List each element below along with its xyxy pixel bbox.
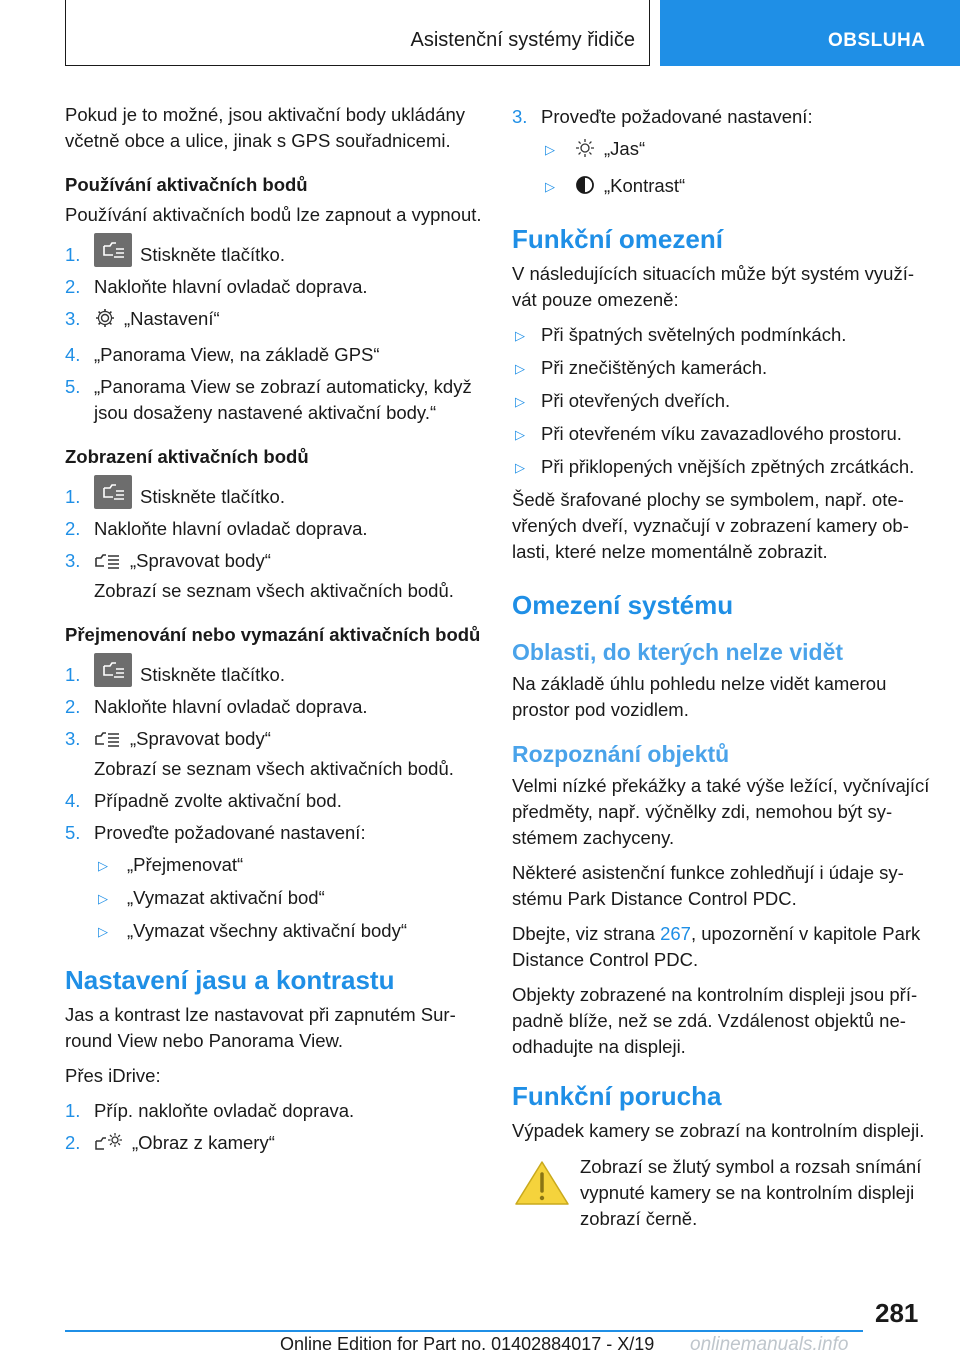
- step-item: [65, 274, 485, 300]
- camera-button-icon: [94, 653, 132, 687]
- step-number: 3.: [65, 550, 81, 571]
- step-item: [65, 374, 485, 426]
- warning-box: [512, 1154, 932, 1232]
- page-reference-link[interactable]: 267: [660, 923, 691, 944]
- step-number: 5.: [65, 822, 81, 843]
- using-title: Používání aktivačních bodů: [65, 174, 308, 195]
- hatched-text: Šedě šrafované plochy se symbolem, např. otevřených dveří, vyznačují v zobrazení kamery oblasti, které nelze momentálně zobrazit.: [512, 489, 909, 562]
- step-text: „Panorama View se zobrazí automaticky, když jsou dosaženy nastavené aktivační body.“: [94, 376, 472, 423]
- step-item: [65, 484, 485, 510]
- step-text: Stiskněte tlačítko.: [140, 486, 285, 507]
- objects-text-3-end: , upozornění v kapitole Park Distance Control PDC.: [512, 923, 921, 970]
- option-text: „Vymazat všechny aktivační body“: [127, 920, 408, 941]
- fault-title: Funkční porucha: [512, 1081, 722, 1111]
- step-number: 4.: [65, 790, 81, 811]
- step-item: [65, 1098, 485, 1124]
- step-text: Nakloňte hlavní ovladač doprava.: [94, 276, 368, 297]
- areas-text: Na základě úhlu pohledu nelze vidět kamerou prostor pod vozidlem.: [512, 673, 887, 720]
- step-text: Proveďte požadované nastavení:: [94, 822, 366, 843]
- brightness-sun-icon: [574, 137, 596, 166]
- step-number: 1.: [65, 664, 81, 685]
- list-item-text: Při otevřeném víku zavazadlového prostoru.: [541, 423, 902, 444]
- gear-icon: [94, 307, 116, 336]
- step-text: „Nastavení“: [124, 308, 220, 329]
- option-text: „Kontrast“: [604, 175, 686, 196]
- step-text: Nakloňte hlavní ovladač doprava.: [94, 696, 368, 717]
- option-item: [541, 173, 932, 203]
- step-number: 5.: [65, 376, 81, 397]
- areas-title: Oblasti, do kterých nelze vidět: [512, 639, 844, 665]
- contrast-icon: [574, 174, 596, 203]
- bullet-triangle-icon: ▷: [515, 361, 525, 376]
- bullet-triangle-icon: ▷: [545, 179, 555, 194]
- list-item: [512, 421, 932, 447]
- objects-text-4: Objekty zobrazené na kontrolním displeji jsou případně blíže, než se zdá. Vzdálenost objektů neodhadujte na displeji.: [512, 984, 918, 1057]
- step-extra: Zobrazí se seznam všech aktivačních bodů.: [94, 580, 454, 601]
- list-item: [512, 388, 932, 414]
- step-extra: Zobrazí se seznam všech aktivačních bodů.: [94, 758, 454, 779]
- manage-points-icon: [94, 549, 122, 578]
- step-text: Stiskněte tlačítko.: [140, 664, 285, 685]
- display-steps: [65, 484, 485, 604]
- step-number: 3.: [65, 728, 81, 749]
- list-item-text: Při špatných světelných podmínkách.: [541, 324, 847, 345]
- step-number: 1.: [65, 486, 81, 507]
- step-text: Příp. nakloňte ovladač doprava.: [94, 1100, 355, 1121]
- option-item: [541, 136, 932, 166]
- footer-edition: Online Edition for Part no. 01402884017 - X/19: [280, 1334, 655, 1354]
- step-number: 3.: [65, 308, 81, 329]
- bullet-triangle-icon: ▷: [515, 328, 525, 343]
- header-chapter-title: OBSLUHA: [828, 30, 926, 51]
- step-number: 1.: [65, 244, 81, 265]
- header-chapter-tab: [660, 0, 960, 66]
- list-item-text: Při přiklopených vnějších zpětných zrcátkách.: [541, 456, 915, 477]
- step-number: 4.: [65, 344, 81, 365]
- system-title: Omezení systému: [512, 590, 734, 620]
- step-number: 2.: [65, 518, 81, 539]
- step-text: Nakloňte hlavní ovladač doprava.: [94, 518, 368, 539]
- bullet-triangle-icon: ▷: [98, 858, 108, 873]
- step-item: [65, 1130, 485, 1160]
- list-item-text: Při znečištěných kamerách.: [541, 357, 768, 378]
- using-steps: [65, 242, 485, 426]
- objects-title: Rozpoznání objektů: [512, 741, 730, 767]
- step-item: [65, 820, 485, 944]
- warning-text: Zobrazí se žlutý symbol a rozsah snímání vypnuté kamery se na kontrolním displeji zobrazí černě.: [580, 1156, 922, 1229]
- display-title: Zobrazení aktivačních bodů: [65, 446, 309, 467]
- limits-title: Funkční omezení: [512, 224, 723, 254]
- footer-watermark: onlinemanuals.info: [690, 1334, 849, 1355]
- fault-text: Výpadek kamery se zobrazí na kontrolním displeji.: [512, 1120, 925, 1141]
- list-item-text: Při otevřených dveřích.: [541, 390, 731, 411]
- bullet-triangle-icon: ▷: [98, 891, 108, 906]
- objects-text-3: [512, 921, 932, 973]
- step-number: 2.: [65, 696, 81, 717]
- option-item: [94, 885, 485, 911]
- settings-steps: [512, 104, 932, 203]
- right-column: [512, 102, 932, 1232]
- list-item: [512, 322, 932, 348]
- rename-steps: [65, 662, 485, 944]
- limits-list: [512, 322, 932, 480]
- objects-text-3-start: Dbejte, viz strana: [512, 923, 661, 944]
- step-item: [65, 242, 485, 268]
- bullet-triangle-icon: ▷: [98, 924, 108, 939]
- page-number: 281: [875, 1298, 919, 1328]
- bullet-triangle-icon: ▷: [515, 427, 525, 442]
- step-text: „Spravovat body“: [130, 550, 271, 571]
- step-text: Případně zvolte aktivační bod.: [94, 790, 342, 811]
- brightness-title: Nastavení jasu a kontrastu: [65, 965, 395, 995]
- settings-options: [541, 136, 932, 203]
- camera-settings-icon: [94, 1131, 124, 1160]
- header-section-box: [65, 0, 650, 66]
- rename-options: [94, 852, 485, 944]
- step-text: Stiskněte tlačítko.: [140, 244, 285, 265]
- camera-button-icon: [94, 475, 132, 509]
- step-item: [65, 694, 485, 720]
- option-text: „Jas“: [604, 138, 646, 159]
- option-item: [94, 918, 485, 944]
- list-item: [512, 355, 932, 381]
- rename-title: Přejmenování nebo vymazání aktivačních bodů: [65, 624, 481, 645]
- step-item: [65, 342, 485, 368]
- list-item: [512, 454, 932, 480]
- step-text: „Obraz z kamery“: [132, 1132, 275, 1153]
- header-section-title: Asistenční systémy řidiče: [410, 29, 635, 51]
- step-item: [65, 662, 485, 688]
- option-text: „Přejmenovat“: [127, 854, 244, 875]
- idrive-text: Přes iDrive:: [65, 1065, 161, 1086]
- step-text: „Panorama View, na základě GPS“: [94, 344, 380, 365]
- option-text: „Vymazat aktivační bod“: [127, 887, 325, 908]
- step-number: 2.: [65, 1132, 81, 1153]
- objects-text-1: Velmi nízké překážky a také výše ležící, vyčnívající předměty, např. výčnělky zdi, nemohou být systémem zachyceny.: [512, 775, 930, 848]
- camera-button-icon: [94, 233, 132, 267]
- footer-divider: [65, 1330, 863, 1332]
- using-text: Používání aktivačních bodů lze zapnout a vypnout.: [65, 204, 482, 225]
- bullet-triangle-icon: ▷: [515, 460, 525, 475]
- left-column: [65, 102, 485, 1166]
- intro-paragraph: Pokud je to možné, jsou aktivační body ukládány včetně obce a ulice, jinak s GPS souřadnicemi.: [65, 104, 466, 151]
- step-item: [65, 548, 485, 604]
- step-text: „Spravovat body“: [130, 728, 271, 749]
- step-number: 3.: [512, 106, 528, 127]
- brightness-steps: [65, 1098, 485, 1160]
- warning-triangle-icon: [512, 1158, 572, 1208]
- brightness-text: Jas a kontrast lze nastavovat při zapnutém Surround View nebo Panorama View.: [65, 1004, 456, 1051]
- bullet-triangle-icon: ▷: [545, 142, 555, 157]
- objects-text-2: Některé asistenční funkce zohledňují i údaje systému Park Distance Control PDC.: [512, 862, 904, 909]
- step-item: [65, 516, 485, 542]
- limits-text: V následujících situacích může být systém využívát pouze omezeně:: [512, 263, 915, 310]
- step-number: 1.: [65, 1100, 81, 1121]
- step-item: [65, 306, 485, 336]
- step-item: [512, 104, 932, 203]
- step-item: [65, 788, 485, 814]
- manage-points-icon: [94, 727, 122, 756]
- step-number: 2.: [65, 276, 81, 297]
- bullet-triangle-icon: ▷: [515, 394, 525, 409]
- step-item: [65, 726, 485, 782]
- step-text: Proveďte požadované nastavení:: [541, 106, 813, 127]
- option-item: [94, 852, 485, 878]
